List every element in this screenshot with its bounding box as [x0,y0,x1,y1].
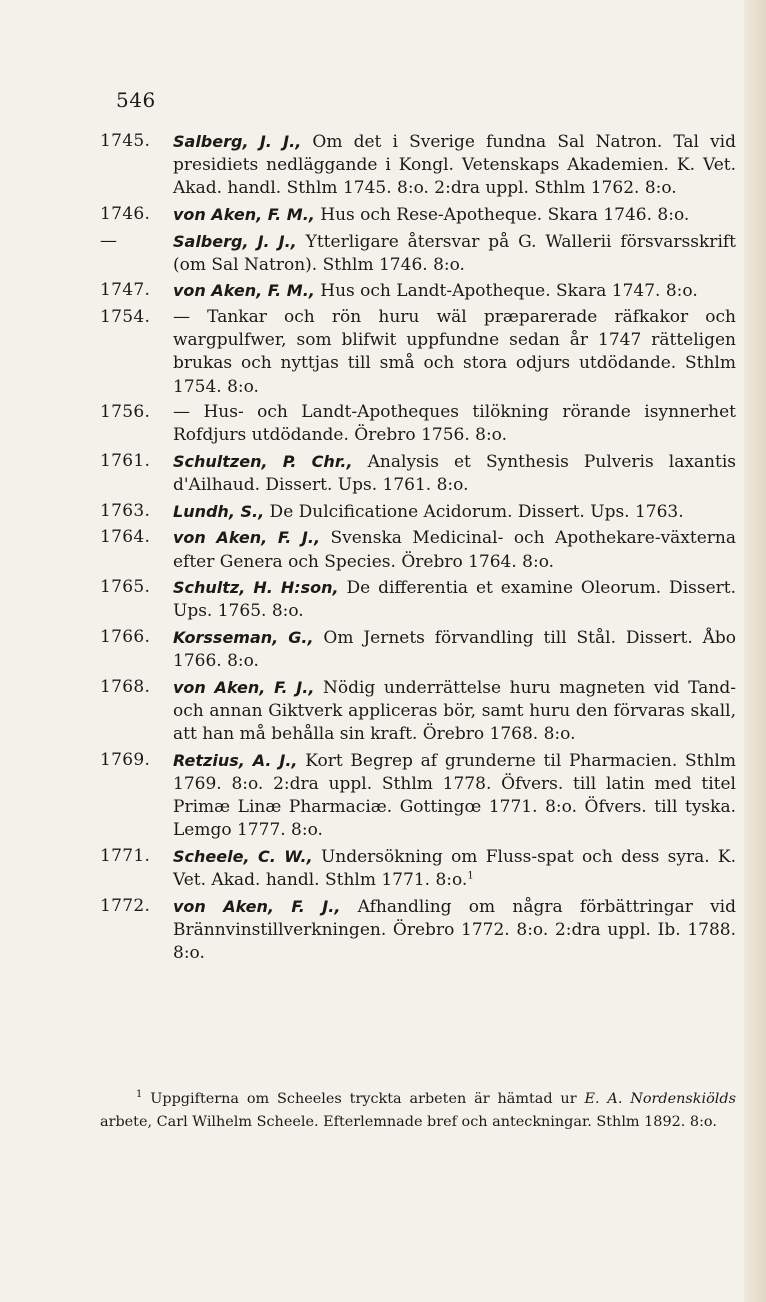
entry-year: 1769. [100,749,151,770]
entry-text: Kort Begrep af grunderne til Pharmacien. Sthlm 1769. 8:o. 2:dra uppl. Sthlm 1778. Öfvers. till latin med titel Primæ Linæ Pharmaciæ. Gottingœ 1771. 8:o. Öfvers. till tyska. Lemgo 1777. 8:o. [173,750,736,841]
entry-year: 1747. [100,280,151,301]
entry-year: — [100,230,118,251]
entry-text: Nödig underrättelse huru magneten vid Tand- och annan Giktverk appliceras bör, samt huru den förvaras skall, att han må behålla sin kraft. Örebro 1768. 8:o. [173,677,736,745]
entry-year: 1768. [100,676,151,697]
entry-author: von Aken, F. J., [173,677,315,697]
bibliography-entry [100,279,736,303]
page-edge [744,0,766,1302]
footnote-italic-name: E. A. Nordenskiölds [584,1091,736,1107]
entry-text: De differentia et examine Oleorum. Dissert. Ups. 1765. 8:o. [173,578,736,622]
entry-text: — Hus- och Landt-Apotheques tilökning rörande isynnerhet Rofdjurs utdödande. Örebro 1756. 8:o. [173,402,736,446]
footnote [100,1088,736,1134]
entry-year: 1772. [100,895,151,916]
entry-year: 1746. [100,204,151,224]
entry-author: Schultzen, P. Chr., [173,451,353,471]
bibliography-list [100,130,736,968]
bibliography-entry [100,500,736,524]
entry-year: 1763. [100,500,151,521]
entry-text: Hus och Rese-Apotheque. Skara 1746. 8:o. [314,205,690,225]
entry-text: Ytterligare återsvar på G. Wallerii försvarsskrift (om Sal Natron). Sthlm 1746. 8:o. [173,231,736,275]
bibliography-entry [100,203,736,227]
bibliography-entry [100,450,736,497]
entry-year: 1754. [100,306,151,327]
bibliography-entry [100,306,736,399]
entry-text: De Dulcificatione Acidorum. Dissert. Ups. 1763. [264,501,684,522]
entry-text: — Tankar och rön huru wäl præparerade räfkakor och wargpulfwer, som blifwit uppfundne sedan år 1747 rätteligen brukas och nyttjas till små och stora odjurs utdödande. Sthlm 1754. 8:o. [173,306,736,397]
footnote-text-after: arbete, Carl Wilhelm Scheele. Efterlemnade bref och anteckningar. Sthlm 1892. 8:o. [100,1114,717,1130]
entry-text: Undersökning om Fluss-spat och dess syra. K. Vet. Akad. handl. Sthlm 1771. 8:o. [173,846,737,891]
entry-year: 1756. [100,402,151,423]
bibliography-entry [100,626,736,673]
footnote-reference[interactable]: 1 [467,870,474,882]
entry-text: Hus och Landt-Apotheque. Skara 1747. 8:o. [314,281,698,302]
bibliography-entry [100,130,736,201]
entry-author: Lundh, S., [173,501,265,521]
bibliography-entry [100,576,736,623]
entry-author: von Aken, F. J., [173,528,321,548]
entry-year: 1745. [100,131,151,151]
page-number: 546 [116,88,156,112]
entry-year: 1765. [100,577,151,598]
bibliography-entry [100,526,736,573]
entry-author: Korsseman, G., [173,627,314,647]
entry-author: Retzius, A. J., [173,750,298,770]
bibliography-entry [100,676,736,747]
footnote-text-before: Uppgifterna om Scheeles tryckta arbeten är hämtad ur [142,1091,585,1107]
entry-author: Scheele, C. W., [173,846,313,866]
entry-author: Salberg, J. J., [173,132,302,151]
bibliography-entry [100,749,736,843]
entry-text: Analysis et Synthesis Pulveris laxantis d'Ailhaud. Dissert. Ups. 1761. 8:o. [173,451,736,496]
bibliography-entry [100,401,736,447]
entry-year: 1766. [100,626,151,647]
entry-author: von Aken, F. M., [173,281,315,301]
entry-author: Salberg, J. J., [173,231,297,251]
entry-year: 1771. [100,845,151,866]
bibliography-entry [100,230,736,277]
bibliography-entry [100,845,736,892]
entry-text: Afhandling om några förbättringar vid Brännvinstillverkningen. Örebro 1772. 8:o. 2:dra uppl. Ib. 1788. 8:o. [173,896,737,964]
footnote-mark: 1 [136,1089,143,1101]
entry-author: von Aken, F. M., [173,205,315,224]
entry-text: Om det i Sverige fundna Sal Natron. Tal vid presidiets nedläggande i Kongl. Vetenskaps Akademien. K. Vet. Akad. handl. Sthlm 1745. 8:o. 2:dra uppl. Sthlm 1762. 8:o. [173,132,737,199]
entry-author: von Aken, F. J., [173,896,341,916]
entry-year: 1764. [100,527,151,548]
bibliography-entry [100,895,736,966]
entry-year: 1761. [100,450,151,471]
entry-text: Svenska Medicinal- och Apothekare-växterna efter Genera och Species. Örebro 1764. 8:o. [173,528,736,572]
entry-text: Om Jernets förvandling till Stål. Dissert. Åbo 1766. 8:o. [173,627,737,672]
entry-author: Schultz, H. H:son, [173,578,339,598]
